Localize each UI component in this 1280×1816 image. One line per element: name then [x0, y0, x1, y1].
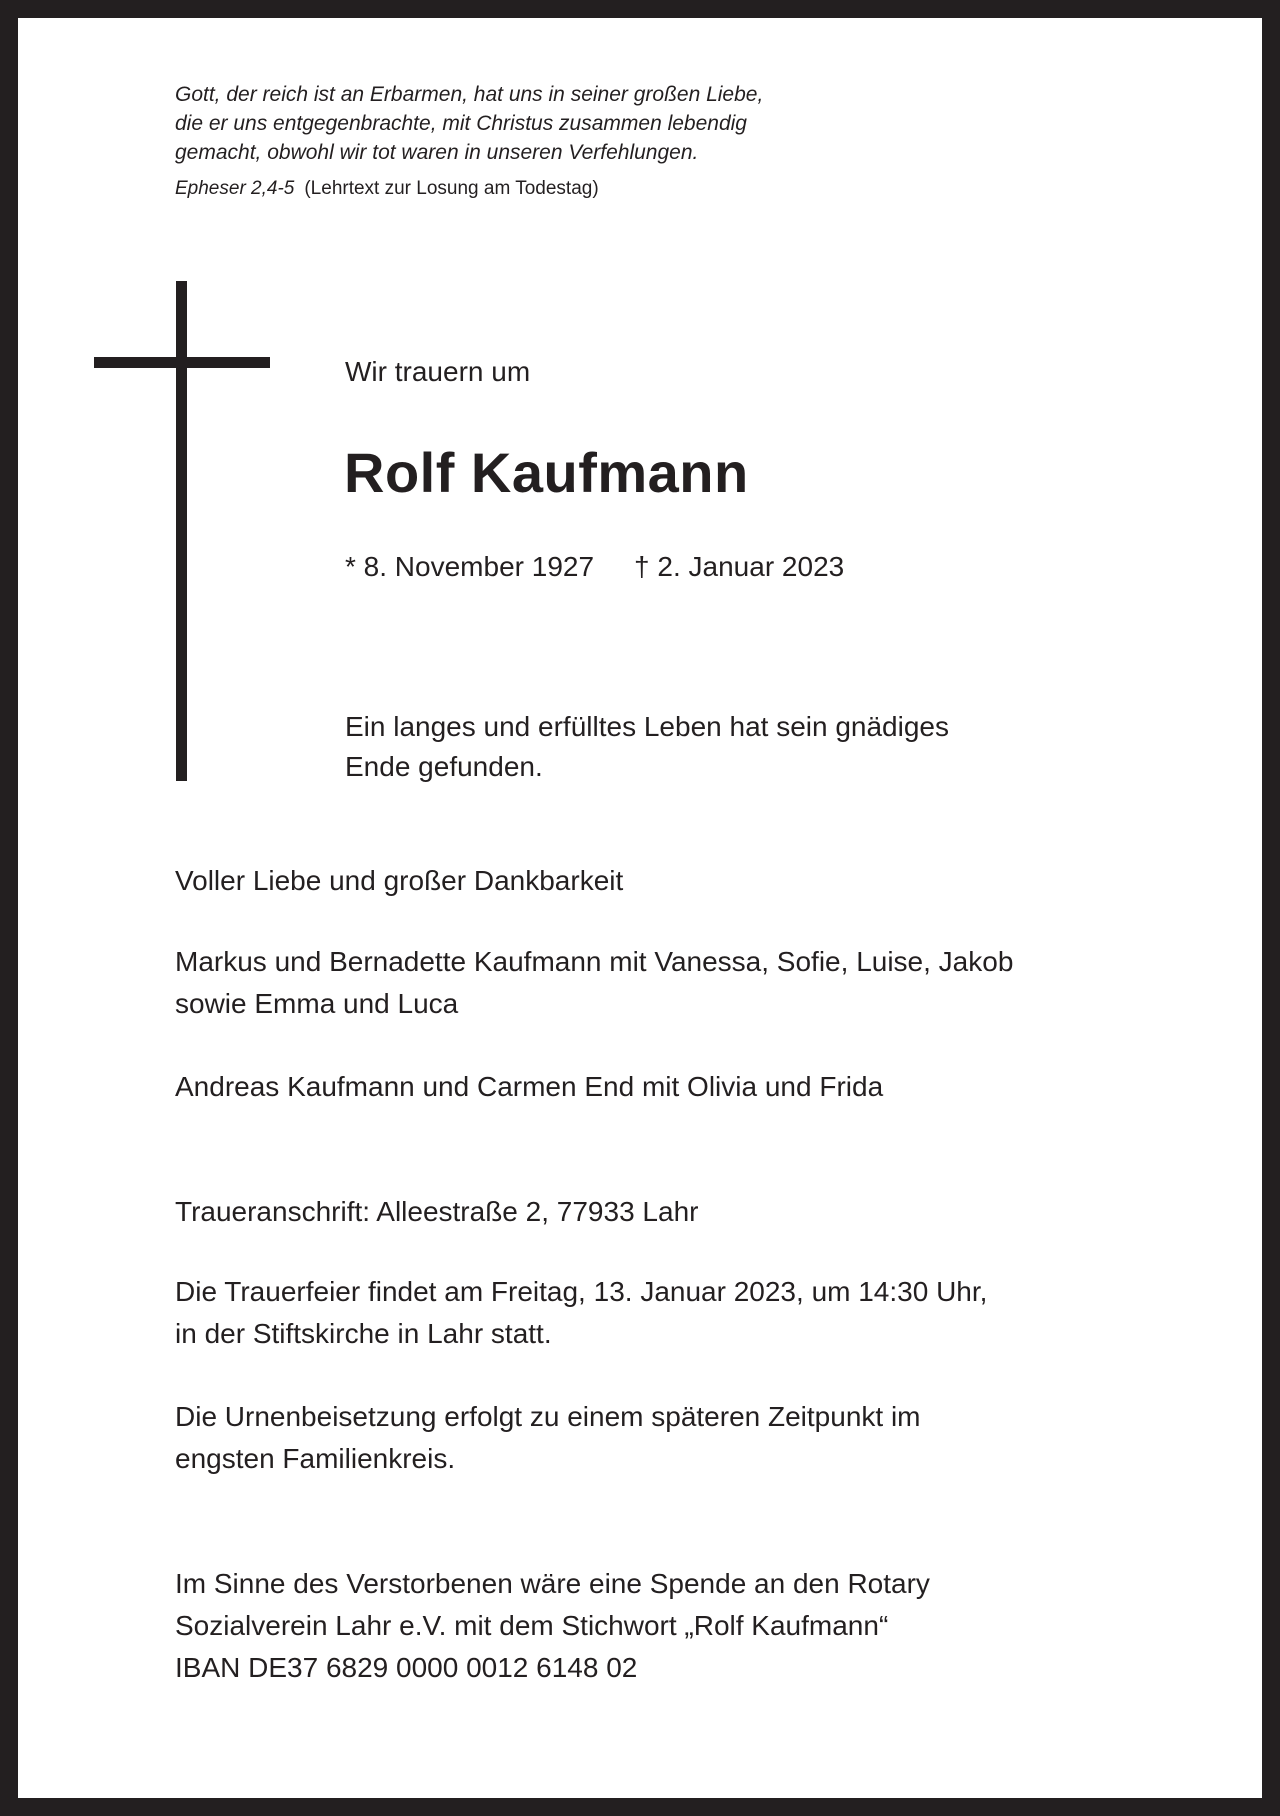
- verse-line: Gott, der reich ist an Erbarmen, hat uns in seiner großen Liebe,: [175, 83, 764, 106]
- service-line: Die Trauerfeier findet am Freitag, 13. Januar 2023, um 14:30 Uhr,: [175, 1276, 988, 1307]
- bible-verse: [175, 80, 895, 167]
- death-date: † 2. Januar 2023: [634, 551, 845, 582]
- family-one-line: sowie Emma und Luca: [175, 988, 459, 1019]
- verse-line: gemacht, obwohl wir tot waren in unseren Verfehlungen.: [175, 141, 699, 164]
- donation-line: Im Sinne des Verstorbenen wäre eine Spende an den Rotary: [175, 1568, 930, 1599]
- service-line: in der Stiftskirche in Lahr statt.: [175, 1318, 552, 1349]
- life-line: Ende gefunden.: [345, 751, 543, 782]
- iban-line: IBAN DE37 6829 0000 0012 6148 02: [175, 1652, 638, 1683]
- family-one-line: Markus und Bernadette Kaufmann mit Vanessa, Sofie, Luise, Jakob: [175, 946, 1014, 977]
- birth-date: * 8. November 1927: [345, 551, 595, 582]
- mourners-intro-line: Voller Liebe und großer Dankbarkeit: [175, 865, 624, 896]
- mourning-address: [175, 1191, 1115, 1233]
- donation-line: Sozialverein Lahr e.V. mit dem Stichwort „Rolf Kaufmann“: [175, 1610, 889, 1641]
- verse-reference-note: (Lehrtext zur Losung am Todestag): [304, 178, 599, 199]
- family-two: [175, 1066, 1115, 1108]
- life-line: Ein langes und erfülltes Leben hat sein gnädiges: [345, 711, 949, 742]
- mourning-intro: Wir trauern um: [345, 356, 531, 387]
- cross-horizontal-bar: [94, 357, 270, 368]
- urn-line: Die Urnenbeisetzung erfolgt zu einem späteren Zeitpunkt im: [175, 1401, 921, 1432]
- funeral-service-info: [175, 1271, 1115, 1355]
- life-dates: [345, 550, 844, 584]
- donation-info: [175, 1563, 1115, 1689]
- verse-reference-book: Epheser 2,4-5: [175, 178, 295, 199]
- mourners-intro: [175, 860, 1115, 902]
- family-one: [175, 941, 1115, 1025]
- cross-vertical-bar: [176, 281, 187, 781]
- life-statement: [345, 707, 1065, 787]
- family-two-line: Andreas Kaufmann und Carmen End mit Olivia und Frida: [175, 1071, 884, 1102]
- urn-burial-info: [175, 1396, 1115, 1480]
- verse-reference: [175, 177, 599, 201]
- urn-line: engsten Familienkreis.: [175, 1443, 456, 1474]
- deceased-name: Rolf Kaufmann: [344, 441, 749, 504]
- address-line: Traueranschrift: Alleestraße 2, 77933 Lahr: [175, 1196, 699, 1227]
- verse-line: die er uns entgegenbrachte, mit Christus zusammen lebendig: [175, 112, 747, 135]
